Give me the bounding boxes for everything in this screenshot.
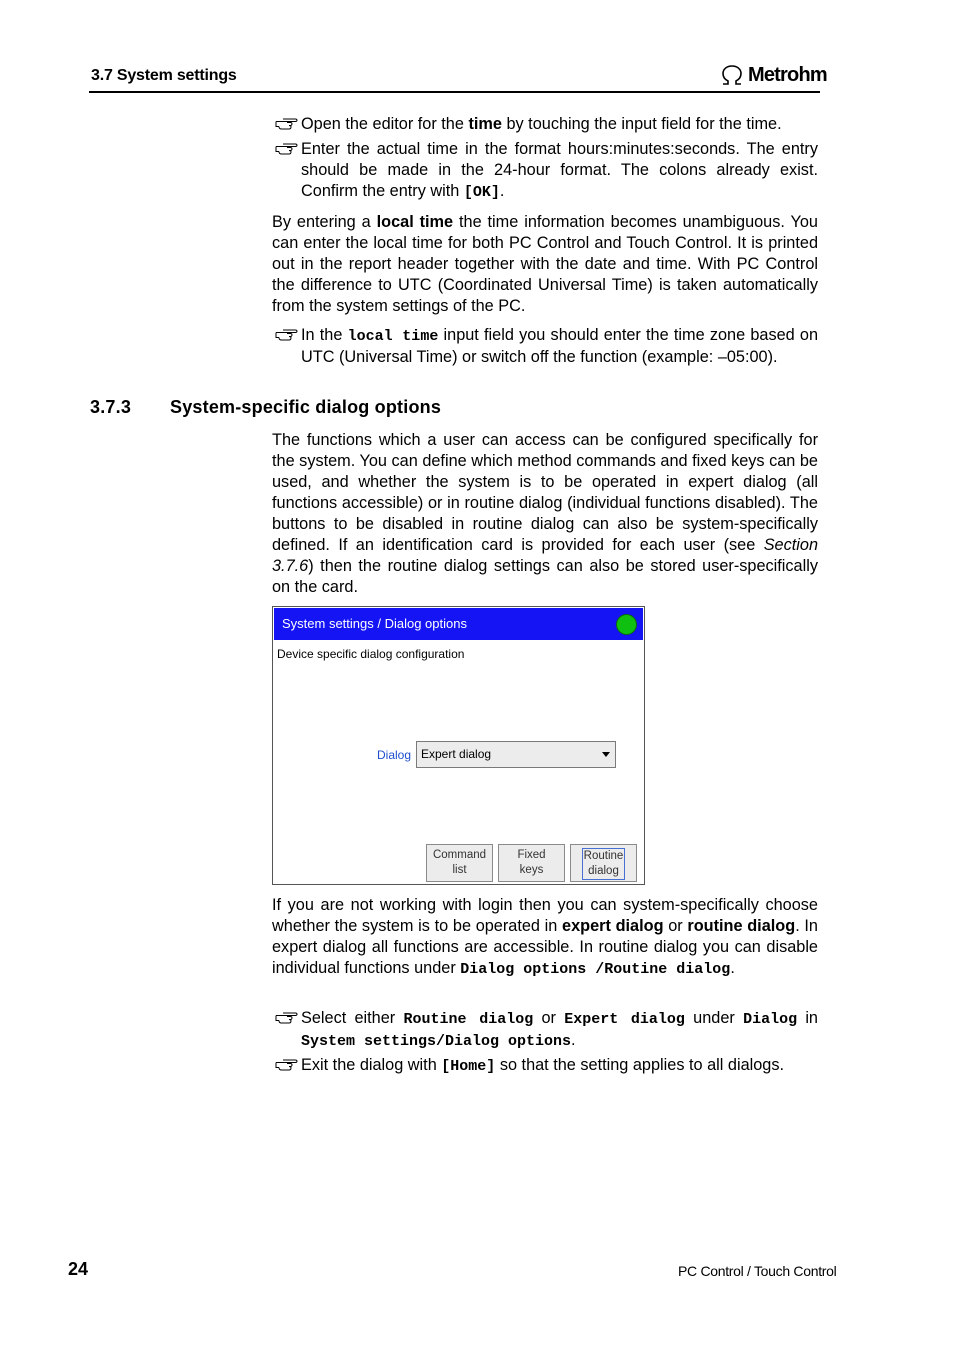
- logo-text: Metrohm: [748, 63, 827, 86]
- dialog-title: System settings / Dialog options: [282, 616, 467, 631]
- emphasis-text: routine dialog: [687, 917, 796, 935]
- dialog-subtitle: Device specific dialog configuration: [277, 647, 465, 661]
- text-run: so that the setting applies to all dialogs.: [495, 1056, 785, 1074]
- text-run: .: [730, 959, 735, 977]
- text-run: input field you should enter the time zone based on UTC (Universal Time) or switch off the function (example: –05:00).: [301, 326, 819, 366]
- running-header: 3.7 System settings: [91, 67, 237, 84]
- step-open-editor: [272, 114, 818, 135]
- text-run: ) then the routine dialog settings can also be stored user-specifically on the card.: [272, 557, 818, 596]
- text-run: by touching the input field for the time.: [501, 115, 782, 133]
- button-label-line2: list: [452, 864, 467, 876]
- emphasis-text: time: [468, 115, 502, 133]
- ui-term: Dialog options /Routine dialog: [460, 961, 731, 978]
- page-number: 24: [68, 1259, 89, 1279]
- button-label-line2: keys: [519, 864, 544, 876]
- text-run: The functions which a user can access can be configured specifically for the system. You can define which method commands and fixed keys can be used, and whether the system is to be operated in expert dialog (all functions accessible) or in routine dialog (individual functions disabled). The buttons to be disabled in routine dialog can also be system-specifically defined. If an identification card is provided for each user (see: [272, 431, 818, 554]
- pointing-hand-icon: [274, 140, 298, 160]
- status-led-icon: [616, 614, 637, 635]
- section-title: System-specific dialog options: [170, 397, 442, 417]
- routine-dialog-button[interactable]: [570, 844, 637, 882]
- button-focus-frame: [582, 848, 626, 880]
- text-run: In the: [301, 326, 348, 344]
- step-exit-dialog: [272, 1055, 818, 1077]
- emphasis-text: expert dialog: [562, 917, 664, 935]
- ui-term: [Home]: [441, 1058, 496, 1075]
- text-run: By entering a: [272, 213, 377, 231]
- text-run: Select either: [301, 1009, 404, 1027]
- button-label-line1: Command: [432, 849, 487, 861]
- emphasis-text: local time: [376, 213, 454, 231]
- section-heading: [90, 397, 441, 418]
- dialog-field-label: Dialog: [377, 748, 412, 762]
- step-select-dialog: [272, 1008, 818, 1052]
- button-label-line1: Routine: [583, 850, 624, 862]
- paragraph-functions: [272, 430, 818, 598]
- text-run: or: [663, 917, 688, 935]
- dialog-mode-value: Expert dialog: [421, 747, 492, 761]
- metrohm-logo: [720, 62, 827, 88]
- button-label-line2: dialog: [588, 865, 619, 877]
- step-local-time-field: [272, 325, 818, 368]
- text-run: Open the editor for the: [301, 115, 469, 133]
- text-run: . In expert dialog all functions are accessible. In routine dialog you can disable individual functions under: [272, 917, 818, 977]
- ui-term: [OK]: [463, 184, 500, 201]
- dialog-options-screenshot: [272, 606, 645, 885]
- text-run: Enter the actual time in the format hours:minutes:seconds. The entry should be made in the 24-hour format. The colons already exist. Confirm the entry with: [301, 140, 818, 200]
- ui-term: System settings/Dialog options: [301, 1033, 572, 1050]
- paragraph-local-time: [272, 212, 818, 317]
- pointing-hand-icon: [274, 1056, 298, 1076]
- fixed-keys-button[interactable]: [498, 844, 565, 882]
- ui-term: Routine dialog: [403, 1011, 534, 1028]
- step-enter-time: [272, 139, 818, 203]
- text-run: .: [499, 182, 505, 200]
- dialog-title-bar: [274, 608, 643, 640]
- paragraph-login: [272, 895, 818, 980]
- pointing-hand-icon: [274, 326, 298, 346]
- header-rule: [89, 91, 820, 93]
- footer-doc-title: PC Control / Touch Control: [678, 1263, 837, 1279]
- text-run: Exit the dialog with: [301, 1056, 442, 1074]
- pointing-hand-icon: [274, 1009, 298, 1029]
- omega-icon: [720, 64, 744, 86]
- ui-term: local time: [347, 328, 439, 345]
- button-label-line1: Fixed: [517, 849, 546, 861]
- text-run: .: [571, 1031, 576, 1049]
- ui-term: Expert dialog: [564, 1011, 685, 1028]
- ui-term: Dialog: [743, 1011, 798, 1028]
- reference-text: Section 3.7.6: [272, 536, 818, 575]
- text-run: the time information becomes unambiguous. You can enter the local time for both PC Control and Touch Control. It is printed out in the report header together with the date and time. With PC Control the difference to UTC (Coordinated Universal Time) is taken automatically from the system settings of the PC.: [272, 213, 818, 315]
- text-run: under: [684, 1009, 744, 1027]
- command-list-button[interactable]: [426, 844, 493, 882]
- text-run: in: [797, 1009, 818, 1027]
- text-run: or: [533, 1009, 565, 1027]
- dropdown-arrow-icon: [602, 752, 610, 757]
- text-run: If you are not working with login then you can system-specifically choose whether the system is to be operated in: [272, 896, 818, 935]
- section-number: 3.7.3: [90, 397, 132, 417]
- dialog-mode-select[interactable]: [416, 741, 616, 768]
- pointing-hand-icon: [274, 115, 298, 135]
